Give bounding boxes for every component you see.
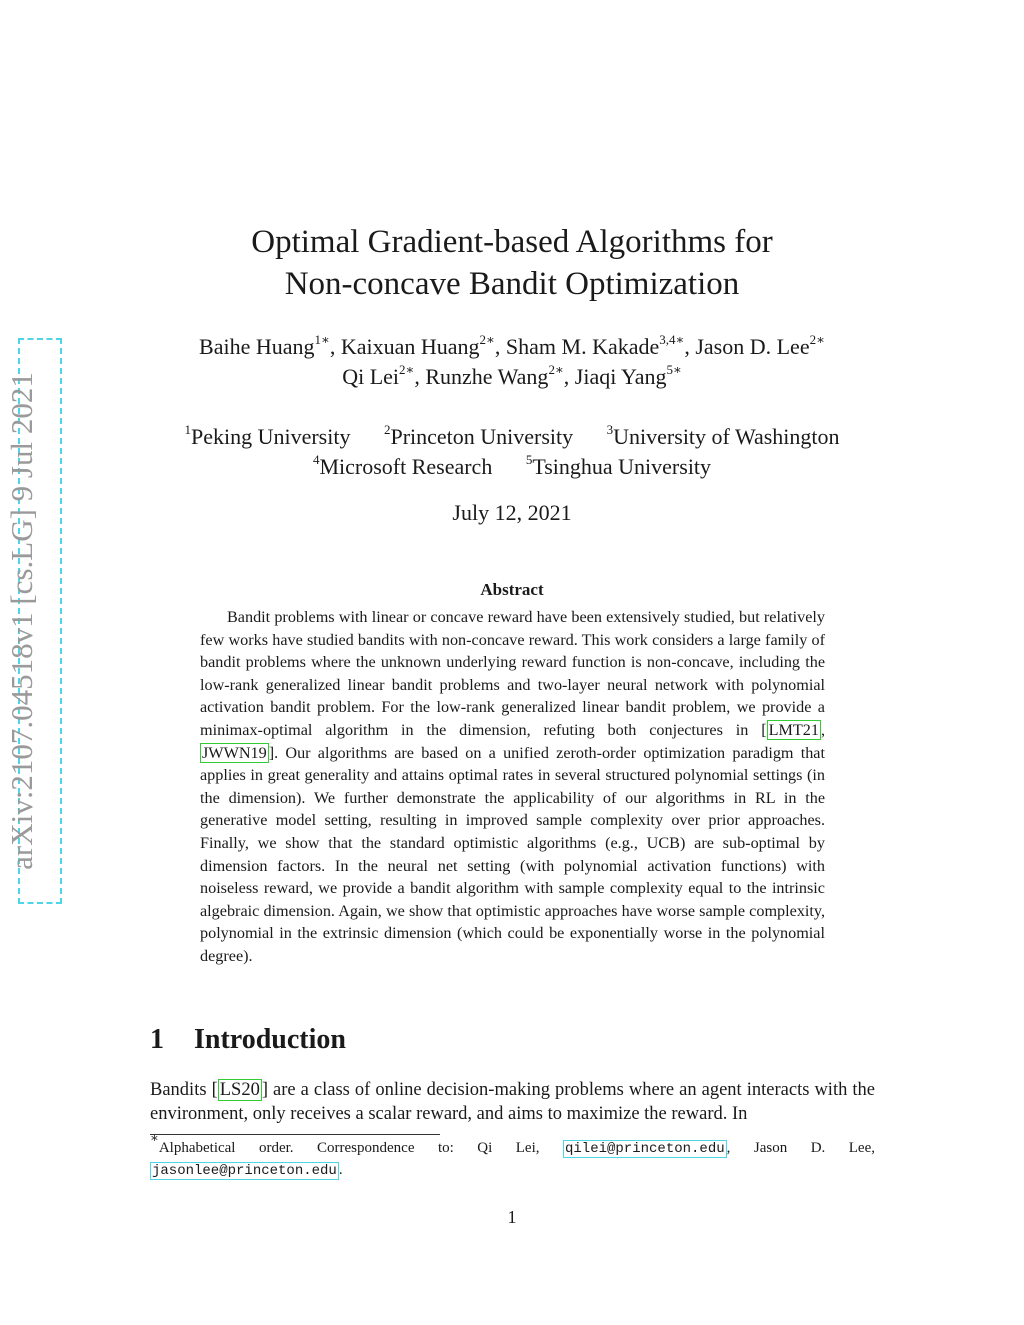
author-affil-mark: 2∗ (548, 362, 564, 377)
affiliation-line-1 (0, 422, 1024, 452)
footnote-divider (150, 1134, 440, 1135)
author-affil-mark: 5∗ (666, 362, 682, 377)
intro-text: Bandits [ (150, 1080, 218, 1100)
email-link[interactable]: jasonlee@princeton.edu (152, 1163, 337, 1179)
affil-name: Princeton University (390, 424, 574, 449)
author-name: Sham M. Kakade (505, 334, 660, 359)
author-affil-mark: 2∗ (809, 332, 825, 347)
footnote (150, 1130, 875, 1182)
affil-name: Microsoft Research (319, 454, 493, 479)
abstract-heading: Abstract (480, 580, 544, 599)
abstract-body (200, 606, 825, 968)
affiliation-line-2 (0, 452, 1024, 482)
paper-title (0, 221, 1024, 305)
page-number: 1 (507, 1207, 517, 1227)
title-line-2: Non-concave Bandit Optimization (284, 266, 740, 302)
author-name: Qi Lei (342, 364, 400, 389)
section-heading (150, 1024, 346, 1056)
footnote-text: . (338, 1162, 343, 1178)
arxiv-identifier[interactable]: arXiv:2107.04518v1 [cs.LG] 9 Jul 2021 (4, 372, 39, 870)
author-name: Jiaqi Yang (574, 364, 667, 389)
section-title: Introduction (194, 1024, 346, 1055)
author-name: Baihe Huang (199, 334, 315, 359)
author-affil-mark: 3,4∗ (659, 332, 685, 347)
affil-num: 4 (312, 452, 320, 467)
abstract-text: ]. Our algorithms are based on a unified zeroth-order optimization paradigm that applies in great generality and attains optimal rates in several structured polynomial settings (in the dimension). We further demonstrate the applicability of our algorithms in RL in the generative model setting, resulting in improved sample complexity over prior approaches. Finally, we show that the standard optimistic algorithms (e.g., UCB) are sub-optimal by dimension factors. In the neural net setting (with polynomial activation functions) with noiseless reward, we provide a bandit algorithm with sample complexity equal to the intrinsic algebraic dimension. Again, we show that optimistic approaches have worse sample complexity, polynomial in the extrinsic dimension (which could be exponentially worse in the polynomial degree). (200, 743, 825, 965)
title-line-1: Optimal Gradient-based Algorithms for (251, 224, 773, 260)
author-affil-mark: 2∗ (479, 332, 495, 347)
abstract-text: Bandit problems with linear or concave reward have been extensively studied, but relatively few works have studied bandits with non-concave reward. This work considers a large family of bandit problems where the unknown underlying reward function is non-concave, including the low-rank generalized linear bandit problems and two-layer neural network with polynomial activation bandit problem. For the low-rank generalized linear bandit problem, we provide a minimax-optimal algorithm in the dimension, refuting both conjectures in [ (200, 608, 825, 739)
affil-num: 5 (525, 452, 533, 467)
affil-name: Tsinghua University (532, 454, 712, 479)
section-number: 1 (150, 1024, 164, 1055)
affil-num: 1 (184, 422, 191, 437)
abstract-paragraph (200, 606, 825, 968)
footnote-text: , Jason D. Lee, (726, 1140, 875, 1156)
affil-num: 2 (383, 422, 391, 437)
citation-link[interactable]: LMT21 (768, 720, 819, 739)
author-affil-mark: 2∗ (399, 362, 415, 377)
citation-separator: , (820, 720, 825, 739)
affil-num: 3 (606, 422, 614, 437)
footnote-text: Alphabetical order. Correspondence to: Qi Lei, (158, 1140, 563, 1156)
affiliation-list (0, 422, 1024, 482)
author-name: Jason D. Lee (695, 334, 810, 359)
email-link[interactable]: qilei@princeton.edu (565, 1141, 725, 1157)
paper-date: July 12, 2021 (452, 500, 572, 525)
affil-name: University of Washington (613, 424, 840, 449)
author-name: Runzhe Wang (425, 364, 549, 389)
author-name: Kaixuan Huang (340, 334, 480, 359)
author-affil-mark: 1∗ (314, 332, 330, 347)
citation-link[interactable]: LS20 (219, 1080, 260, 1100)
intro-paragraph (150, 1078, 875, 1126)
author-list (0, 332, 1024, 392)
intro-body (150, 1078, 875, 1126)
affil-name: Peking University (190, 424, 351, 449)
footnote-mark: ∗ (150, 1130, 159, 1145)
intro-text: ] are a class of online decision-making problems where an agent interacts with the environment, only receives a scalar reward, and aims to maximize the reward. In (150, 1080, 875, 1124)
citation-link[interactable]: JWWN19 (202, 743, 267, 762)
author-line-1: Baihe Huang$^{1∗}$, Kaixuan Huang$^{2∗}$, Sham M. Kakade$^{3,4∗}$, Jason D. Lee$^{2∗}$ (199, 332, 825, 359)
author-line-2: Qi Lei$^{2∗}$, Runzhe Wang$^{2∗}$, Jiaqi Yang$^{5∗}$ (342, 362, 682, 389)
